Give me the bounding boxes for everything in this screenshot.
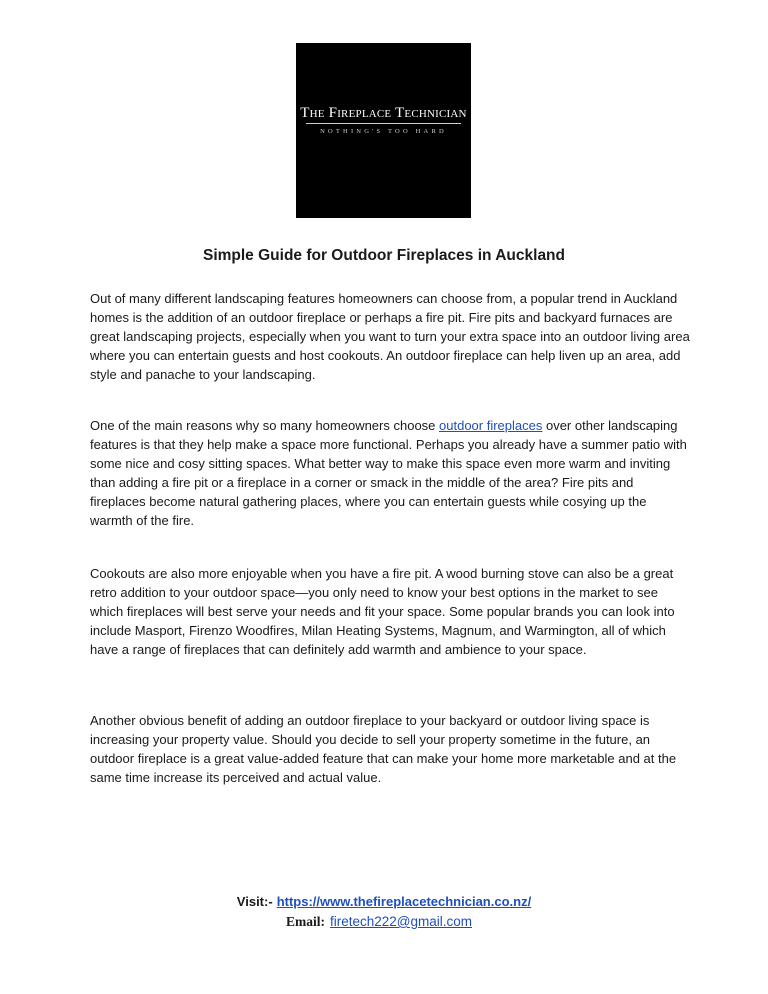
footer-email-line [286,914,472,930]
footer-visit-line [0,894,768,909]
visit-label: Visit:- [236,894,273,909]
paragraph-1: Out of many different landscaping features homeowners can choose from, a popular trend in Auckland homes is the addition of an outdoor fireplace or perhaps a fire pit. Fire pits and backyard furnaces are great landscaping projects, especially when you want to turn your extra space into an outdoor living area where you can entertain guests and host cookouts. An outdoor fireplace can help liven up an area, add style and panache to your landscaping. [90,291,690,382]
logo-title: The Fireplace Technician [300,105,467,121]
logo-divider [306,123,461,124]
logo-tagline: NOTHING'S TOO HARD [320,128,447,135]
paragraph-2-text-after: over other landscaping features is that they help make a space more functional. Perhaps you already have a summer patio with some nice and cosy sitting spaces. What better way to make this space even more warm and inviting than adding a fire pit or a fireplace in a corner or smack in the middle of the area? Fire pits and fireplaces become natural gathering places, where you can entertain guests while cosying up the warmth of the fire. [90,418,687,528]
paragraph-2 [90,416,690,530]
email-link[interactable]: firetech222@gmail.com [330,914,473,929]
paragraph-3: Cookouts are also more enjoyable when you have a fire pit. A wood burning stove can also be a great retro addition to your outdoor space—you only need to know your best options in the market to see which fireplaces will best serve your needs and fit your space. Some popular brands you can look into include Masport, Firenzo Woodfires, Milan Heating Systems, Magnum, and Warmington, all of which have a range of fireplaces that can definitely add warmth and ambience to your space. [90,566,675,657]
company-logo [296,43,471,218]
paragraph-2-text-before: One of the main reasons why so many homeowners choose [90,418,440,433]
paragraph-4: Another obvious benefit of adding an outdoor fireplace to your backyard or outdoor living space is increasing your property value. Should you decide to sell your property sometime in the future, an outdoor fireplace is a great value-added feature that can make your home more marketable and at the same time increase its perceived and actual value. [90,713,677,785]
document-title: Simple Guide for Outdoor Fireplaces in Auckland [202,247,565,264]
outdoor-fireplaces-link[interactable]: outdoor fireplaces [439,418,543,433]
email-label: Email: [286,914,325,929]
website-link[interactable]: https://www.thefireplacetechnician.co.nz/ [276,894,532,909]
